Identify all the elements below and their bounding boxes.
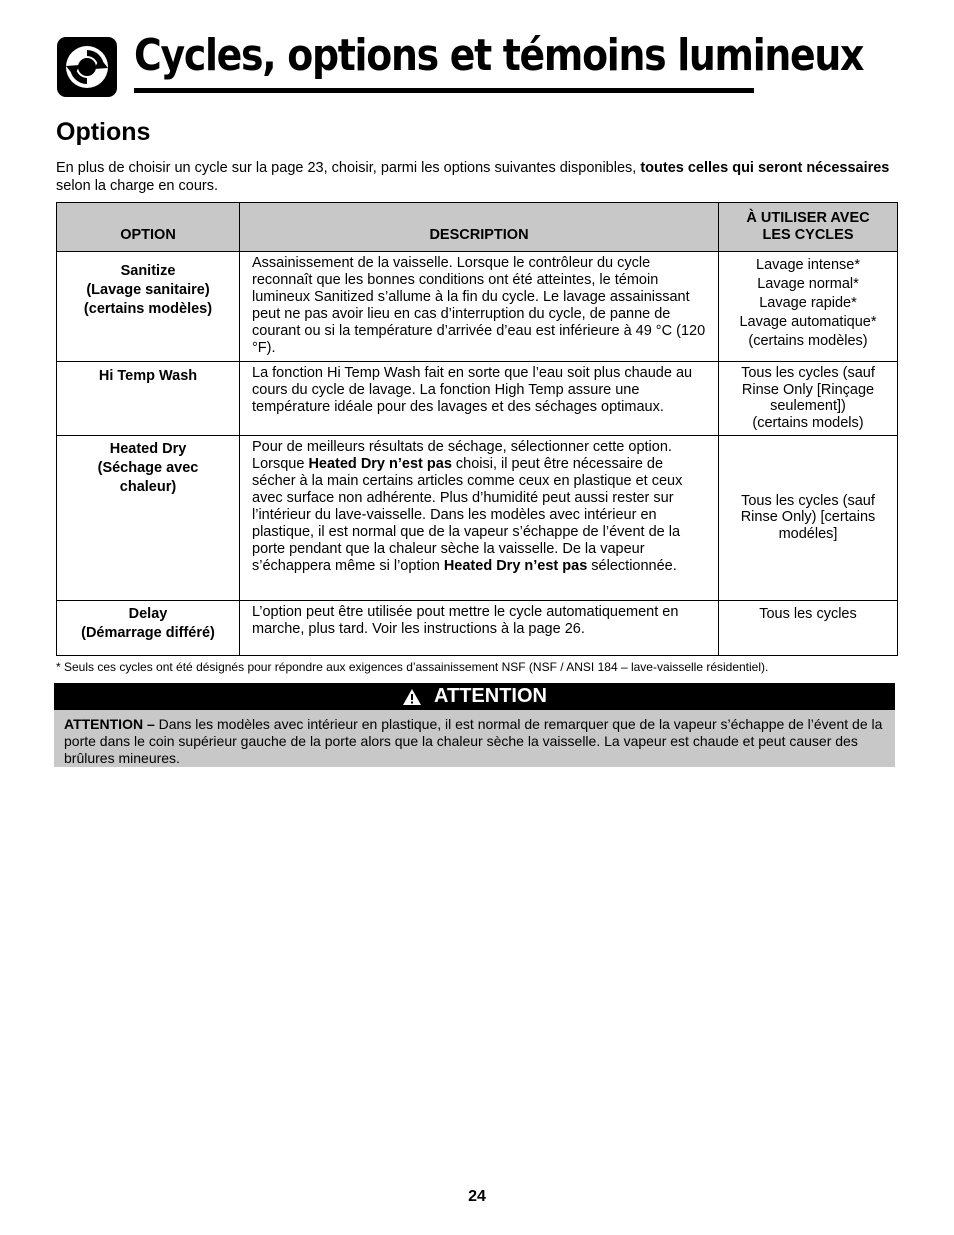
intro-text: En plus de choisir un cycle sur la page 23, choisir, parmi les options suivantes disponibles, — [56, 160, 641, 176]
page-number: 24 — [468, 1188, 486, 1205]
option-description: Pour de meilleurs résultats de séchage, sélectionner cette option. Lorsque Heated Dry n’est pas choisi, il peut être nécessaire de sécher à la main certains articles comme ceux en plastique et ceux avec surface non adhérente. Plus d’humidité peut aussi rester sur l’intérieur du lave-vaisselle. Dans les modèles avec intérieur en plastique, il est normal que de la vapeur s’échappe de l’évent de la porte pendant que la chaleur sèche la vaisselle. De la vapeur s’échappera même si l’option Heated Dry n’est pas sélectionnée. — [240, 436, 719, 601]
option-description: L’option peut être utilisée pout mettre le cycle automatiquement en marche, plus tard. Voir les instructions à la page 26. — [240, 601, 719, 656]
attention-banner — [54, 683, 895, 710]
header-description: DESCRIPTION — [240, 203, 719, 252]
option-cycles: Tous les cycles — [719, 601, 898, 656]
option-cycles: Tous les cycles (sauf Rinse Only [Rinçage seulement]) (certains models) — [719, 362, 898, 436]
option-cycles: Lavage intense* Lavage normal* Lavage rapide* Lavage automatique* (certains modèles) — [719, 252, 898, 362]
section-title: Options — [56, 118, 151, 146]
attention-text: Dans les modèles avec intérieur en plastique, il est normal de remarquer que de la vapeur s’échappe de l’évent de la porte dans le coin supérieur gauche de la porte alors que la chaleur sèche la vaisselle. La vapeur est chaude et peut causer des brûlures mineures. — [64, 716, 883, 766]
table-row — [57, 601, 898, 656]
options-table — [56, 202, 898, 656]
option-description: La fonction Hi Temp Wash fait en sorte que l’eau soit plus chaude au cours du cycle de lavage. La fonction High Temp assure une température idéale pour des lavages et des séchages optimaux. — [240, 362, 719, 436]
table-row — [57, 436, 898, 601]
option-description: Assainissement de la vaisselle. Lorsque le contrôleur du cycle reconnaît que les bonnes conditions ont été atteintes, le témoin lumineux Sanitized s’allume à la fin du cycle. Le lavage assainissant peut ne pas avoir lieu en cas d’interruption du cycle, de panne de courant ou si la température d’arrivée d’eau est inférieure à 49 °C (120 °F). — [240, 252, 719, 362]
option-name: Delay (Démarrage différé) — [57, 601, 240, 656]
attention-body — [54, 710, 895, 767]
option-name: Heated Dry (Séchage avec chaleur) — [57, 436, 240, 601]
intro-text-end: selon la charge en cours. — [56, 178, 219, 194]
title-underline — [134, 88, 754, 93]
option-cycles: Tous les cycles (sauf Rinse Only) [certains modéles] — [719, 436, 898, 601]
cycle-arrows-icon — [56, 36, 118, 98]
attention-heading: ATTENTION — [434, 685, 547, 707]
intro-bold-text: toutes celles qui seront nécessaires — [640, 160, 890, 176]
warning-triangle-icon — [402, 688, 422, 706]
option-name: Hi Temp Wash — [57, 362, 240, 436]
intro-paragraph — [56, 159, 896, 195]
page-title: Cycles, options et témoins lumineux — [134, 30, 864, 81]
option-name: Sanitize (Lavage sanitaire) (certains modèles) — [57, 252, 240, 362]
table-row — [57, 362, 898, 436]
header-cycles: À UTILISER AVEC LES CYCLES — [719, 203, 898, 252]
attention-lead: ATTENTION – — [64, 716, 155, 732]
footnote: * Seuls ces cycles ont été désignés pour répondre aux exigences d’assainissement NSF (NSF / ANSI 184 – lave-vaisselle résidentiel). — [56, 660, 769, 674]
header-option: OPTION — [57, 203, 240, 252]
page-header — [56, 30, 864, 98]
table-header-row — [57, 203, 898, 252]
table-row — [57, 252, 898, 362]
